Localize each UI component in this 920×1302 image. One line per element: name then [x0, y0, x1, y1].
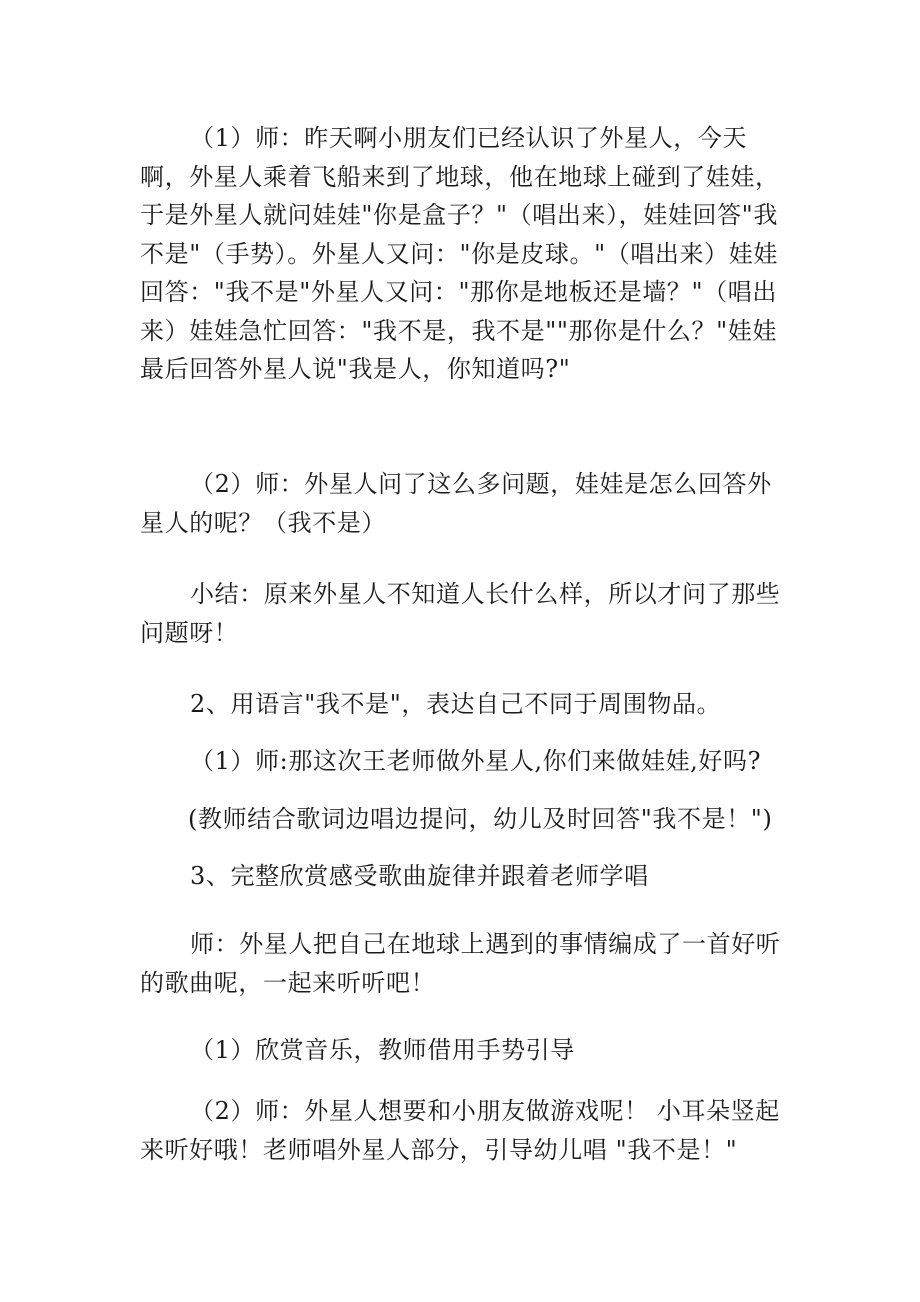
paragraph-6: （2）师：外星人想要和小朋友做游戏呢！ 小耳朵竖起来听好哦！老师唱外星人部分，引导幼儿唱 "我不是！": [140, 1097, 780, 1164]
section-heading-2: 2、用语言"我不是"，表达自己不同于周围物品。: [190, 690, 722, 718]
paragraph-5: （1）欣赏音乐，教师借用手势引导: [190, 1036, 575, 1064]
paragraph-3: （1）师:那这次王老师做外星人,你们来做娃娃,好吗?: [190, 747, 762, 775]
section-heading-3: 3、完整欣赏感受歌曲旋律并跟着老师学唱: [190, 862, 649, 890]
paragraph-summary: 小结：原来外星人不知道人长什么样，所以才问了那些问题呀！: [140, 580, 781, 647]
paragraph-2: （2）师：外星人问了这么多问题，娃娃是怎么回答外星人的呢？（我不是）: [140, 470, 772, 537]
paragraph-note: (教师结合歌词边唱边提问，幼儿及时回答"我不是！"): [188, 805, 773, 833]
paragraph-1: （1）师：昨天啊小朋友们已经认识了外星人，今天啊，外星人乘着飞船来到了地球，他在地球上碰到了娃娃，于是外星人就问娃娃"你是盒子？"（唱出来），娃娃回答"我不是"（手势）。外星人又问："你是皮球。"（唱出来）娃娃回答："我不是"外星人又问："那你是地板还是墙？"（唱出来）娃娃急忙回答："我不是，我不是""那你是什么？"娃娃最后回答外星人说"我是人，你知道吗?": [140, 124, 780, 383]
paragraph-4: 师：外星人把自己在地球上遇到的事情编成了一首好听的歌曲呢，一起来听听吧！: [140, 930, 781, 997]
